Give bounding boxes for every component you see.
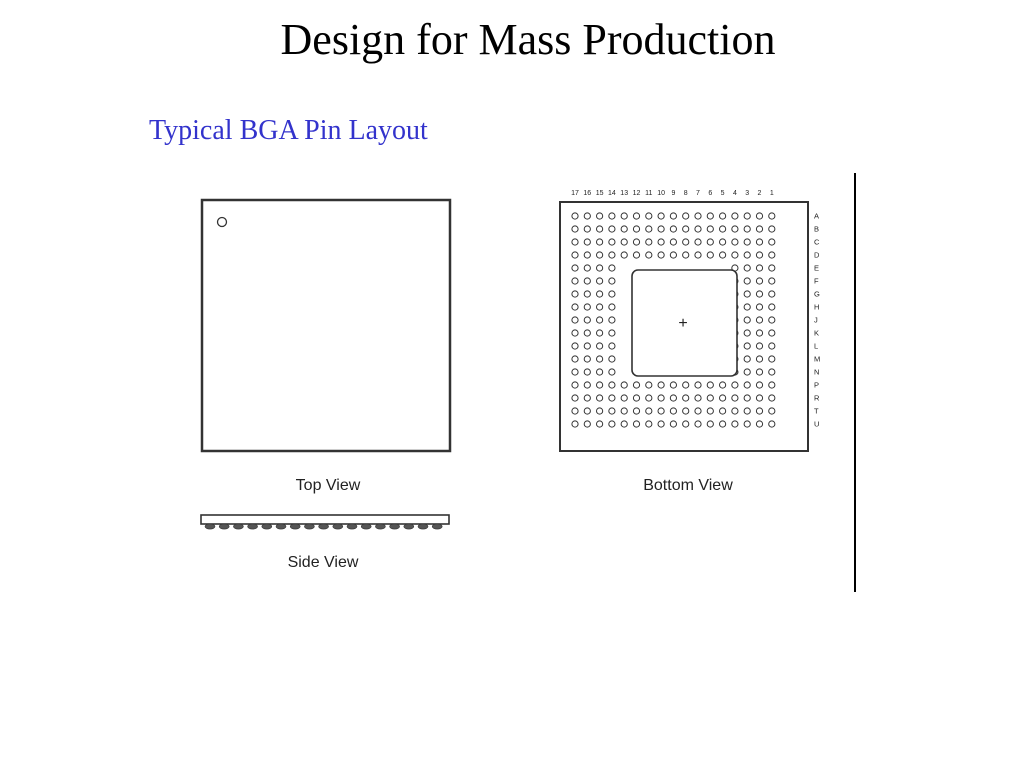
solder-ball [572, 304, 578, 310]
solder-ball [670, 239, 676, 245]
solder-ball [732, 252, 738, 258]
side-solder-ball [390, 524, 400, 529]
side-view-substrate [201, 515, 449, 524]
solder-ball [584, 304, 590, 310]
solder-ball [756, 317, 762, 323]
solder-ball [658, 382, 664, 388]
solder-ball [670, 395, 676, 401]
solder-ball [572, 421, 578, 427]
solder-ball [609, 278, 615, 284]
column-number: 9 [671, 190, 676, 197]
solder-ball [769, 369, 775, 375]
solder-ball [720, 239, 726, 245]
solder-ball [670, 382, 676, 388]
side-solder-ball [418, 524, 428, 529]
solder-ball [769, 317, 775, 323]
solder-ball [769, 395, 775, 401]
solder-ball [597, 213, 603, 219]
solder-ball [756, 226, 762, 232]
solder-ball [707, 382, 713, 388]
solder-ball [707, 226, 713, 232]
solder-ball [744, 408, 750, 414]
solder-ball [707, 239, 713, 245]
solder-ball [732, 226, 738, 232]
solder-ball [683, 252, 689, 258]
solder-ball [597, 395, 603, 401]
row-letter: T [814, 406, 819, 416]
solder-ball [769, 213, 775, 219]
solder-ball [646, 421, 652, 427]
solder-ball [572, 408, 578, 414]
solder-ball [633, 226, 639, 232]
solder-ball [695, 382, 701, 388]
solder-ball [670, 252, 676, 258]
solder-ball [769, 421, 775, 427]
solder-ball [597, 317, 603, 323]
solder-ball [572, 291, 578, 297]
solder-ball [584, 239, 590, 245]
solder-ball [683, 226, 689, 232]
column-number: 3 [745, 190, 750, 197]
solder-ball [584, 395, 590, 401]
side-solder-ball [304, 524, 314, 529]
solder-ball [732, 382, 738, 388]
solder-ball [597, 239, 603, 245]
column-number: 10 [657, 190, 665, 197]
solder-ball [756, 395, 762, 401]
row-letter: B [814, 224, 820, 234]
solder-ball [633, 395, 639, 401]
column-number: 17 [571, 190, 579, 197]
solder-ball [756, 291, 762, 297]
solder-ball [707, 213, 713, 219]
solder-ball [744, 226, 750, 232]
solder-ball [670, 408, 676, 414]
row-letter: H [814, 302, 820, 312]
solder-ball [621, 252, 627, 258]
solder-ball [732, 408, 738, 414]
solder-ball [572, 265, 578, 271]
solder-ball [756, 213, 762, 219]
solder-ball [584, 330, 590, 336]
solder-ball [658, 408, 664, 414]
row-letter: N [814, 367, 820, 377]
solder-ball [597, 408, 603, 414]
solder-ball [769, 330, 775, 336]
solder-ball [621, 239, 627, 245]
side-solder-ball [276, 524, 286, 529]
solder-ball [646, 408, 652, 414]
solder-ball [572, 252, 578, 258]
solder-ball [584, 356, 590, 362]
solder-ball [658, 252, 664, 258]
column-number: 14 [608, 190, 616, 197]
side-solder-ball [248, 524, 258, 529]
solder-ball [683, 421, 689, 427]
solder-ball [633, 408, 639, 414]
solder-ball [769, 226, 775, 232]
solder-ball [609, 304, 615, 310]
solder-ball [695, 421, 701, 427]
row-letter: U [814, 419, 820, 429]
solder-ball [744, 421, 750, 427]
center-cross-mark: + [678, 315, 688, 332]
solder-ball [609, 252, 615, 258]
solder-ball [646, 382, 652, 388]
solder-ball [597, 421, 603, 427]
side-solder-ball [361, 524, 371, 529]
solder-ball [633, 421, 639, 427]
top-view-outline [202, 200, 450, 451]
solder-ball [658, 213, 664, 219]
solder-ball [572, 317, 578, 323]
solder-ball [646, 239, 652, 245]
solder-ball [732, 421, 738, 427]
side-view-package [201, 515, 449, 529]
solder-ball [720, 382, 726, 388]
solder-ball [756, 356, 762, 362]
solder-ball [584, 317, 590, 323]
solder-ball [609, 343, 615, 349]
solder-ball [597, 330, 603, 336]
solder-ball [720, 252, 726, 258]
row-letter: C [814, 237, 820, 247]
side-solder-ball [219, 524, 229, 529]
side-solder-ball [205, 524, 215, 529]
solder-ball [756, 252, 762, 258]
solder-ball [584, 291, 590, 297]
solder-ball [769, 291, 775, 297]
solder-ball [683, 213, 689, 219]
solder-ball [670, 213, 676, 219]
solder-ball [597, 252, 603, 258]
solder-ball [633, 239, 639, 245]
solder-ball [646, 395, 652, 401]
solder-ball [744, 278, 750, 284]
solder-ball [744, 369, 750, 375]
solder-ball [609, 356, 615, 362]
solder-ball [584, 226, 590, 232]
column-number: 2 [757, 190, 762, 197]
solder-ball [769, 252, 775, 258]
column-number: 13 [620, 190, 629, 197]
solder-ball [707, 395, 713, 401]
solder-ball [683, 395, 689, 401]
solder-ball [744, 252, 750, 258]
solder-ball [744, 395, 750, 401]
side-view-label: Side View [287, 554, 359, 571]
solder-ball [572, 382, 578, 388]
solder-ball [744, 317, 750, 323]
column-number: 1 [769, 190, 774, 197]
solder-ball [621, 226, 627, 232]
solder-ball [769, 278, 775, 284]
solder-ball [621, 395, 627, 401]
solder-ball [769, 239, 775, 245]
solder-ball [584, 421, 590, 427]
solder-ball [769, 408, 775, 414]
solder-ball [769, 382, 775, 388]
solder-ball [707, 252, 713, 258]
column-number: 8 [683, 190, 688, 197]
solder-ball [584, 408, 590, 414]
solder-ball [756, 382, 762, 388]
solder-ball [744, 265, 750, 271]
solder-ball [621, 382, 627, 388]
solder-ball [646, 226, 652, 232]
solder-ball [658, 395, 664, 401]
solder-ball [633, 252, 639, 258]
solder-ball [744, 239, 750, 245]
solder-ball [658, 239, 664, 245]
solder-ball [621, 421, 627, 427]
solder-ball [609, 382, 615, 388]
solder-ball [756, 304, 762, 310]
row-letters [814, 212, 820, 429]
solder-ball [597, 356, 603, 362]
slide-subtitle: Typical BGA Pin Layout [149, 115, 428, 146]
solder-ball [572, 226, 578, 232]
side-solder-ball [432, 524, 442, 529]
row-letter: M [814, 354, 821, 364]
solder-ball [695, 395, 701, 401]
solder-ball [609, 395, 615, 401]
column-numbers [571, 190, 774, 197]
solder-ball [720, 421, 726, 427]
solder-ball [609, 239, 615, 245]
solder-ball [572, 395, 578, 401]
solder-ball [756, 369, 762, 375]
solder-ball [720, 226, 726, 232]
solder-ball [756, 278, 762, 284]
solder-ball [572, 356, 578, 362]
solder-ball [658, 421, 664, 427]
side-solder-ball [333, 524, 343, 529]
solder-ball [732, 239, 738, 245]
solder-ball [572, 369, 578, 375]
solder-ball [609, 317, 615, 323]
column-number: 6 [708, 190, 713, 197]
solder-ball [756, 408, 762, 414]
solder-ball [744, 291, 750, 297]
side-solder-ball [404, 524, 414, 529]
solder-ball [756, 343, 762, 349]
solder-ball [769, 265, 775, 271]
solder-ball [584, 343, 590, 349]
solder-ball [621, 213, 627, 219]
solder-ball [584, 213, 590, 219]
column-number: 16 [583, 190, 592, 197]
solder-ball [683, 408, 689, 414]
solder-ball [683, 239, 689, 245]
solder-ball [744, 382, 750, 388]
row-letter: D [814, 250, 820, 260]
solder-ball [609, 369, 615, 375]
solder-ball [584, 278, 590, 284]
solder-ball [609, 421, 615, 427]
row-letter: R [814, 393, 820, 403]
column-number: 15 [595, 190, 604, 197]
solder-ball [646, 213, 652, 219]
solder-ball [597, 343, 603, 349]
side-solder-ball [375, 524, 385, 529]
solder-ball [707, 408, 713, 414]
side-solder-ball [290, 524, 300, 529]
solder-ball [695, 226, 701, 232]
row-letter: F [814, 276, 819, 286]
solder-ball [683, 382, 689, 388]
top-view-label: Top View [295, 477, 361, 494]
solder-ball [732, 213, 738, 219]
solder-ball [744, 330, 750, 336]
row-letter: P [814, 380, 820, 390]
row-letter: A [814, 211, 820, 221]
bottom-view-package [560, 190, 820, 451]
solder-ball [572, 239, 578, 245]
slide-title: Design for Mass Production [280, 15, 776, 64]
solder-ball [695, 408, 701, 414]
solder-ball [695, 239, 701, 245]
side-solder-ball [233, 524, 243, 529]
solder-ball [756, 421, 762, 427]
solder-ball [744, 343, 750, 349]
solder-ball [633, 213, 639, 219]
side-solder-ball [347, 524, 357, 529]
side-solder-ball [319, 524, 329, 529]
solder-ball [597, 226, 603, 232]
solder-ball [695, 213, 701, 219]
solder-ball [633, 382, 639, 388]
solder-ball [720, 408, 726, 414]
solder-ball [621, 408, 627, 414]
solder-ball [720, 395, 726, 401]
solder-ball [769, 356, 775, 362]
solder-ball [609, 226, 615, 232]
row-letter: G [814, 289, 820, 299]
row-letter: L [814, 341, 819, 351]
column-number: 12 [632, 190, 641, 197]
solder-ball [597, 304, 603, 310]
solder-ball [609, 265, 615, 271]
solder-ball [769, 343, 775, 349]
column-number: 5 [720, 190, 725, 197]
solder-ball [756, 265, 762, 271]
solder-ball [609, 330, 615, 336]
solder-ball [670, 226, 676, 232]
solder-ball [609, 408, 615, 414]
side-solder-ball [262, 524, 272, 529]
top-view-package [202, 200, 450, 451]
solder-ball [597, 265, 603, 271]
solder-ball [744, 304, 750, 310]
solder-ball [744, 213, 750, 219]
solder-ball [597, 369, 603, 375]
solder-ball [609, 291, 615, 297]
pin-one-indicator [218, 218, 227, 227]
solder-ball [584, 265, 590, 271]
solder-ball [597, 382, 603, 388]
solder-ball [756, 239, 762, 245]
solder-ball [769, 304, 775, 310]
solder-ball [584, 252, 590, 258]
row-letter: J [814, 315, 818, 325]
column-number: 4 [732, 190, 737, 197]
solder-ball [609, 213, 615, 219]
solder-ball [720, 213, 726, 219]
solder-ball [658, 226, 664, 232]
column-number: 7 [696, 190, 700, 197]
solder-ball [584, 382, 590, 388]
solder-ball [572, 343, 578, 349]
bottom-view-label: Bottom View [643, 477, 733, 494]
solder-ball [597, 291, 603, 297]
solder-ball [646, 252, 652, 258]
solder-ball [695, 252, 701, 258]
solder-ball [572, 213, 578, 219]
solder-ball [744, 356, 750, 362]
solder-ball [707, 421, 713, 427]
solder-ball [597, 278, 603, 284]
column-number: 11 [645, 190, 653, 197]
solder-ball [572, 278, 578, 284]
row-letter: E [814, 263, 820, 273]
solder-ball [756, 330, 762, 336]
solder-ball [670, 421, 676, 427]
row-letter: K [814, 328, 820, 338]
solder-ball [584, 369, 590, 375]
solder-ball [572, 330, 578, 336]
solder-ball [732, 395, 738, 401]
